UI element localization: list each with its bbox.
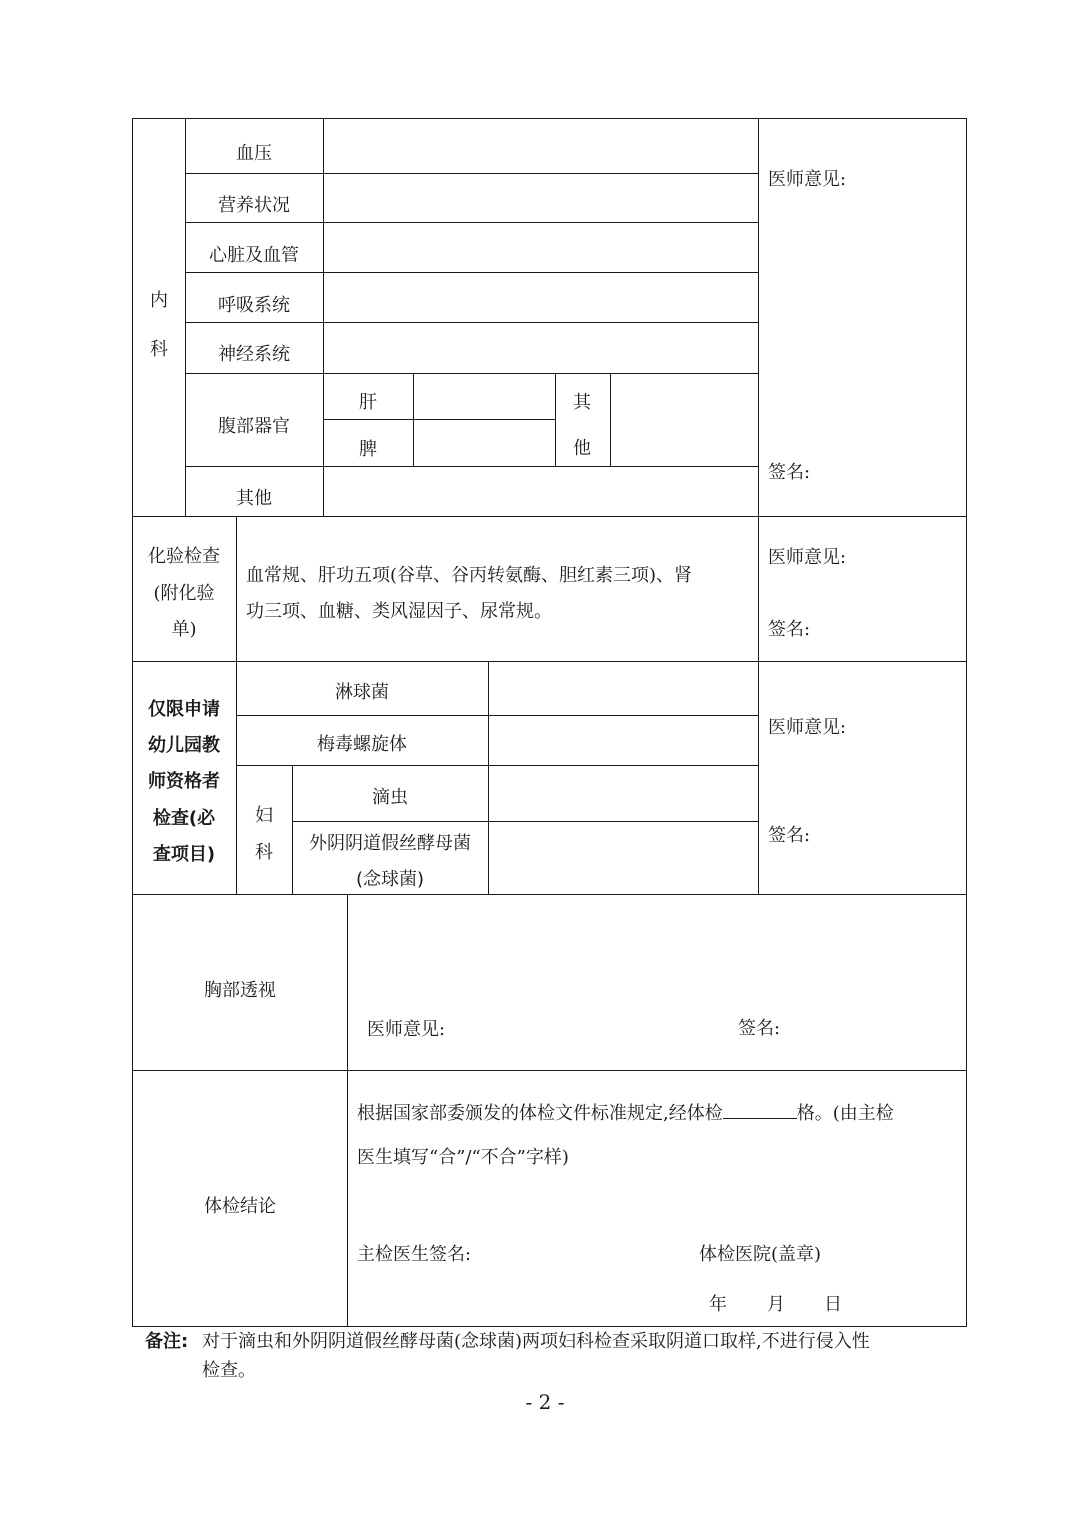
- neike-section-label: 内: [150, 290, 168, 311]
- grid-line: [347, 894, 348, 1327]
- neike-section-label: 科: [150, 339, 168, 360]
- lab-doctor-opinion: 医师意见:: [768, 547, 847, 568]
- gynecology-label: 科: [255, 842, 273, 863]
- grid-line: [185, 118, 186, 516]
- hospital-seal: 体检医院(盖章): [699, 1244, 822, 1265]
- result-blank-field[interactable]: [723, 1098, 797, 1119]
- lab-signature: 签名:: [768, 619, 811, 640]
- kindergarten-label: 仅限申请: [148, 699, 220, 720]
- row-label-abdomen: 腹部器官: [218, 416, 290, 437]
- conclusion-text: [357, 1098, 894, 1125]
- remark-label: 备注:: [145, 1331, 189, 1352]
- row-label-other: 其他: [236, 488, 272, 509]
- kindergarten-signature: 签名:: [768, 825, 811, 846]
- item-gonococcus: 淋球菌: [335, 682, 389, 703]
- abdomen-spleen-label: 脾: [359, 439, 377, 460]
- grid-line: [236, 516, 237, 894]
- abdomen-liver-label: 肝: [359, 392, 377, 413]
- lab-label: (附化验: [153, 583, 215, 604]
- conclusion-text-part: 根据国家部委颁发的体检文件标准规定,经体检: [357, 1103, 723, 1124]
- grid-line: [185, 322, 758, 323]
- table-border-top: [132, 118, 967, 119]
- kindergarten-label: 幼儿园教: [148, 735, 220, 756]
- kindergarten-label: 师资格者: [148, 771, 220, 792]
- grid-line: [185, 222, 758, 223]
- neike-signature: 签名:: [768, 462, 811, 483]
- opinion-column-divider: [758, 118, 759, 895]
- grid-line: [413, 373, 414, 466]
- row-label-respiratory: 呼吸系统: [218, 295, 290, 316]
- remark-text: 对于滴虫和外阴阴道假丝酵母菌(念球菌)两项妇科检查采取阴道口取样,不进行侵入性: [202, 1331, 870, 1352]
- chest-xray-label: 胸部透视: [204, 980, 276, 1001]
- section-divider: [132, 1070, 967, 1071]
- abdomen-other-label: 他: [573, 438, 591, 459]
- abdomen-other-label: 其: [573, 392, 591, 413]
- table-border-right: [966, 118, 967, 1327]
- section-divider: [132, 661, 967, 662]
- row-label-nutrition: 营养状况: [218, 195, 290, 216]
- grid-line: [236, 715, 758, 716]
- grid-line: [323, 419, 556, 420]
- grid-line: [185, 272, 758, 273]
- item-trichomonas: 滴虫: [372, 787, 408, 808]
- grid-line: [185, 466, 758, 467]
- kindergarten-doctor-opinion: 医师意见:: [768, 717, 847, 738]
- grid-line: [555, 373, 556, 466]
- lab-label: 单): [171, 619, 197, 640]
- neike-doctor-opinion: 医师意见:: [768, 169, 847, 190]
- grid-line: [236, 765, 758, 766]
- page-number: - 2 -: [525, 1390, 565, 1414]
- lab-label: 化验检查: [148, 546, 220, 567]
- row-label-cardiovascular: 心脏及血管: [209, 245, 299, 266]
- grid-line: [292, 765, 293, 894]
- conclusion-text-part: 格。(由主检: [796, 1103, 894, 1124]
- grid-line: [292, 821, 758, 822]
- section-divider: [132, 894, 967, 895]
- grid-line: [488, 661, 489, 894]
- item-candida-note: (念球菌): [355, 869, 425, 890]
- grid-line: [323, 118, 324, 516]
- gynecology-label: 妇: [255, 805, 273, 826]
- table-border-left: [132, 118, 133, 1327]
- table-border-bottom: [132, 1326, 967, 1327]
- grid-line: [185, 173, 758, 174]
- date-year: 年: [709, 1294, 727, 1315]
- remark-text: 检查。: [202, 1360, 256, 1381]
- grid-line: [610, 373, 611, 466]
- row-label-blood-pressure: 血压: [236, 143, 272, 164]
- lab-content: 血常规、肝功五项(谷草、谷丙转氨酶、胆红素三项)、肾: [246, 565, 693, 586]
- kindergarten-label: 查项目): [152, 844, 216, 865]
- date-month: 月: [767, 1294, 785, 1315]
- lab-content: 功三项、血糖、类风湿因子、尿常规。: [246, 601, 552, 622]
- section-divider: [132, 516, 967, 517]
- row-label-nervous: 神经系统: [218, 344, 290, 365]
- chest-doctor-opinion: 医师意见:: [367, 1019, 446, 1040]
- item-syphilis: 梅毒螺旋体: [317, 734, 407, 755]
- kindergarten-label: 检查(必: [152, 808, 216, 829]
- conclusion-label: 体检结论: [204, 1196, 276, 1217]
- chest-signature: 签名:: [738, 1018, 781, 1039]
- date-day: 日: [824, 1294, 842, 1315]
- conclusion-text: 医生填写“合”/“不合”字样): [357, 1147, 569, 1168]
- chief-doctor-signature: 主检医生签名:: [357, 1244, 472, 1265]
- grid-line: [185, 373, 758, 374]
- item-candida: 外阴阴道假丝酵母菌: [309, 833, 471, 854]
